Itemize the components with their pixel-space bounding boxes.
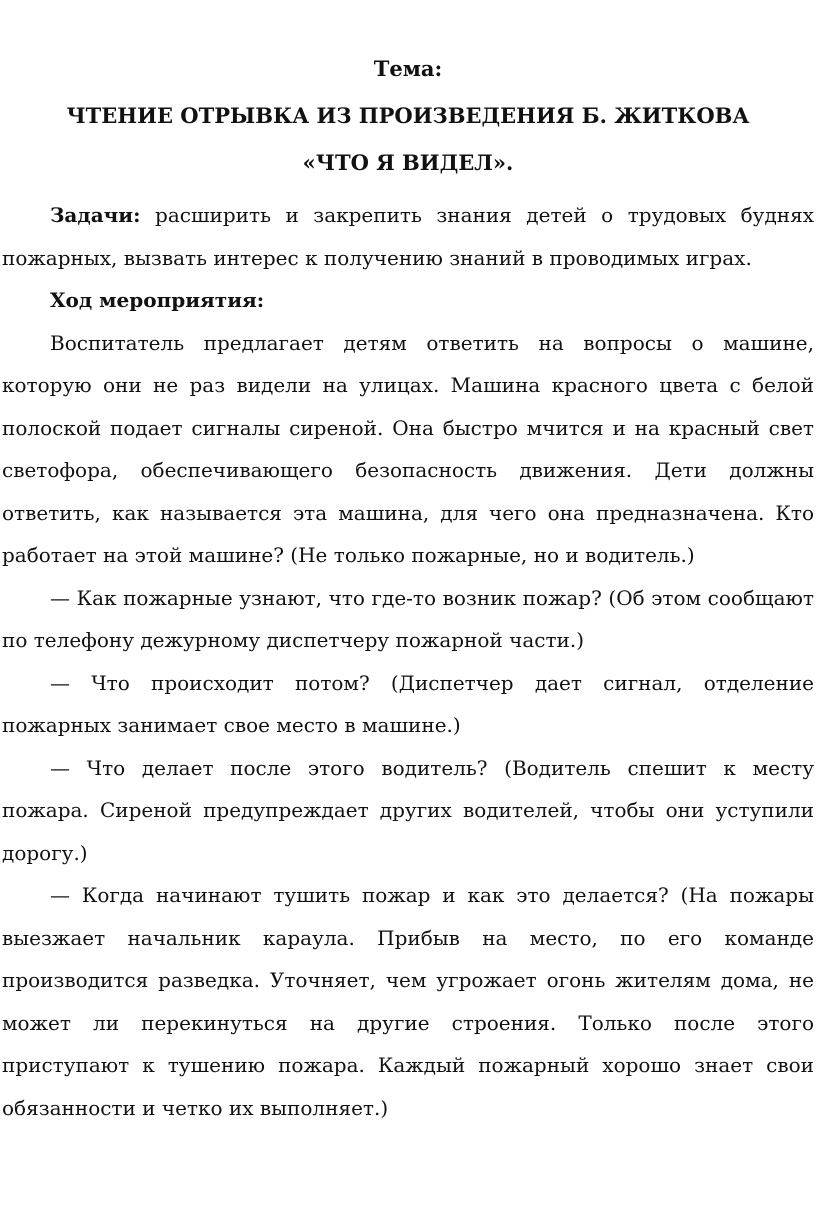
paragraph-question-3: — Что делает после этого водитель? (Водитель спешит к месту пожара. Сиреной предупреждает других водителей, чтобы они уступили дорогу.)	[2, 755, 814, 865]
tasks-label: Задачи:	[50, 203, 141, 227]
paragraph-question-4: — Когда начинают тушить пожар и как это делается? (На пожары выезжает начальник караула. Прибыв на место, по его команде производится разведка. Уточняет, чем угрожает огонь жителям дома, не может ли перекинуться на другие строения. Только после этого приступают к тушению пожара. Каждый пожарный хорошо знает свои обязанности и четко их выполняет.)	[2, 883, 814, 1120]
document-body	[2, 194, 814, 1129]
paragraph-question-1: — Как пожарные узнают, что где-то возник пожар? (Об этом сообщают по телефону дежурному диспетчеру пожарной части.)	[2, 585, 814, 652]
page-title-line-1: ЧТЕНИЕ ОТРЫВКА ИЗ ПРОИЗВЕДЕНИЯ Б. ЖИТКОВА	[66, 103, 750, 128]
course-label: Ход мероприятия:	[50, 288, 265, 312]
course-heading	[2, 279, 814, 322]
tasks-paragraph	[2, 194, 814, 279]
topic-label: Тема:	[373, 56, 443, 81]
paragraph-intro: Воспитатель предлагает детям ответить на вопросы о машине, которую они не раз видели на улицах. Машина красного цвета с белой полоской подает сигналы сиреной. Она быстро мчится и на красный свет светофора, обеспечивающего безопасность движения. Дети должны ответить, как называется эта машина, для чего она предназначена. Кто работает на этой машине? (Не только пожарные, но и водитель.)	[2, 330, 814, 567]
page-title-line-2: «ЧТО Я ВИДЕЛ».	[302, 150, 514, 175]
tasks-text: расширить и закрепить знания детей о трудовых буднях пожарных, вызвать интерес к получению знаний в проводимых играх.	[2, 203, 814, 270]
paragraph-question-2: — Что происходит потом? (Диспетчер дает сигнал, отделение пожарных занимает свое место в машине.)	[2, 670, 814, 737]
